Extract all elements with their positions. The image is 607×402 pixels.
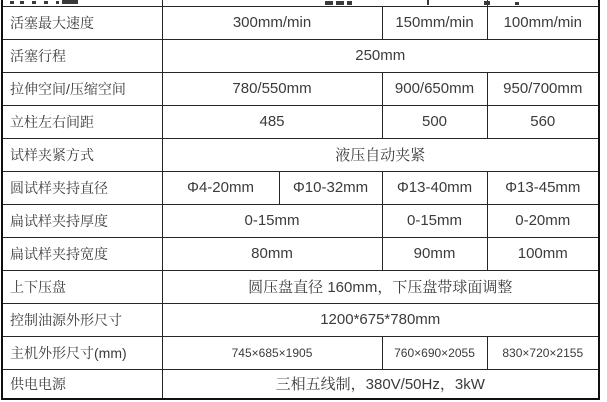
row-label: 试样夹紧方式 <box>2 138 162 171</box>
spec-table <box>1 0 600 400</box>
spec-value: 780/550mm <box>162 72 382 105</box>
cutoff-text-fragment <box>10 1 14 4</box>
row-label: 活塞行程 <box>2 39 162 72</box>
cutoff-text-fragment <box>427 0 429 5</box>
spec-value: 830×720×2155 <box>487 336 599 369</box>
spec-row-flat-specimen-width <box>2 237 599 270</box>
spec-value: 250mm <box>162 39 599 72</box>
spec-value: Φ4-20mm <box>162 171 279 204</box>
cutoff-text-fragment <box>484 1 490 5</box>
spec-row-platens <box>2 270 599 303</box>
cutoff-text-fragment <box>62 0 78 4</box>
spec-value: Φ13-40mm <box>382 171 487 204</box>
cutoff-text-fragment <box>336 1 344 5</box>
cutoff-text-fragment <box>347 1 352 5</box>
spec-row-column-spacing <box>2 105 599 138</box>
spec-row-tension-compression-space <box>2 72 599 105</box>
spec-value: 液压自动夹紧 <box>162 138 599 171</box>
spec-value: 0-15mm <box>382 204 487 237</box>
spec-row-oil-source-dimensions <box>2 303 599 336</box>
row-label: 主机外形尺寸(mm) <box>2 336 162 369</box>
spec-value: 三相五线制，380V/50Hz，3kW <box>162 369 599 399</box>
spec-row-host-dimensions <box>2 336 599 369</box>
cutoff-text-fragment <box>44 1 48 4</box>
spec-value: 0-15mm <box>162 204 382 237</box>
spec-value: 950/700mm <box>487 72 599 105</box>
spec-value: 760×690×2055 <box>382 336 487 369</box>
spec-value: 1200*675*780mm <box>162 303 599 336</box>
spec-value: 900/650mm <box>382 72 487 105</box>
spec-row-power-supply <box>2 369 599 399</box>
spec-row-flat-specimen-thickness <box>2 204 599 237</box>
spec-value: 485 <box>162 105 382 138</box>
cutoff-text-fragment <box>56 1 59 4</box>
spec-value: 560 <box>487 105 599 138</box>
spec-row-piston-max-speed <box>2 6 599 39</box>
spec-row-clamping-method <box>2 138 599 171</box>
spec-value: 90mm <box>382 237 487 270</box>
row-label: 控制油源外形尺寸 <box>2 303 162 336</box>
spec-value: 100mm <box>487 237 599 270</box>
row-label: 拉伸空间/压缩空间 <box>2 72 162 105</box>
spec-value: 150mm/min <box>382 6 487 39</box>
row-label: 扁试样夹持厚度 <box>2 204 162 237</box>
row-label: 活塞最大速度 <box>2 6 162 39</box>
spec-row-round-specimen-diameter <box>2 171 599 204</box>
row-label: 扁试样夹持宽度 <box>2 237 162 270</box>
cutoff-text-fragment <box>325 1 333 5</box>
spec-value: 500 <box>382 105 487 138</box>
spec-value: 100mm/min <box>487 6 599 39</box>
spec-value: 300mm/min <box>162 6 382 39</box>
spec-value: 0-20mm <box>487 204 599 237</box>
cutoff-text-fragment <box>32 1 36 4</box>
row-label: 上下压盘 <box>2 270 162 303</box>
spec-value: 圆压盘直径 160mm，下压盘带球面调整 <box>162 270 599 303</box>
spec-value: 80mm <box>162 237 382 270</box>
row-label: 供电电源 <box>2 369 162 399</box>
cutoff-text-fragment <box>515 2 519 5</box>
row-label: 圆试样夹持直径 <box>2 171 162 204</box>
cutoff-text-fragment <box>20 1 24 4</box>
spec-value: Φ10-32mm <box>279 171 382 204</box>
spec-value: 745×685×1905 <box>162 336 382 369</box>
spec-row-piston-stroke <box>2 39 599 72</box>
spec-value: Φ13-45mm <box>487 171 599 204</box>
row-label: 立柱左右间距 <box>2 105 162 138</box>
